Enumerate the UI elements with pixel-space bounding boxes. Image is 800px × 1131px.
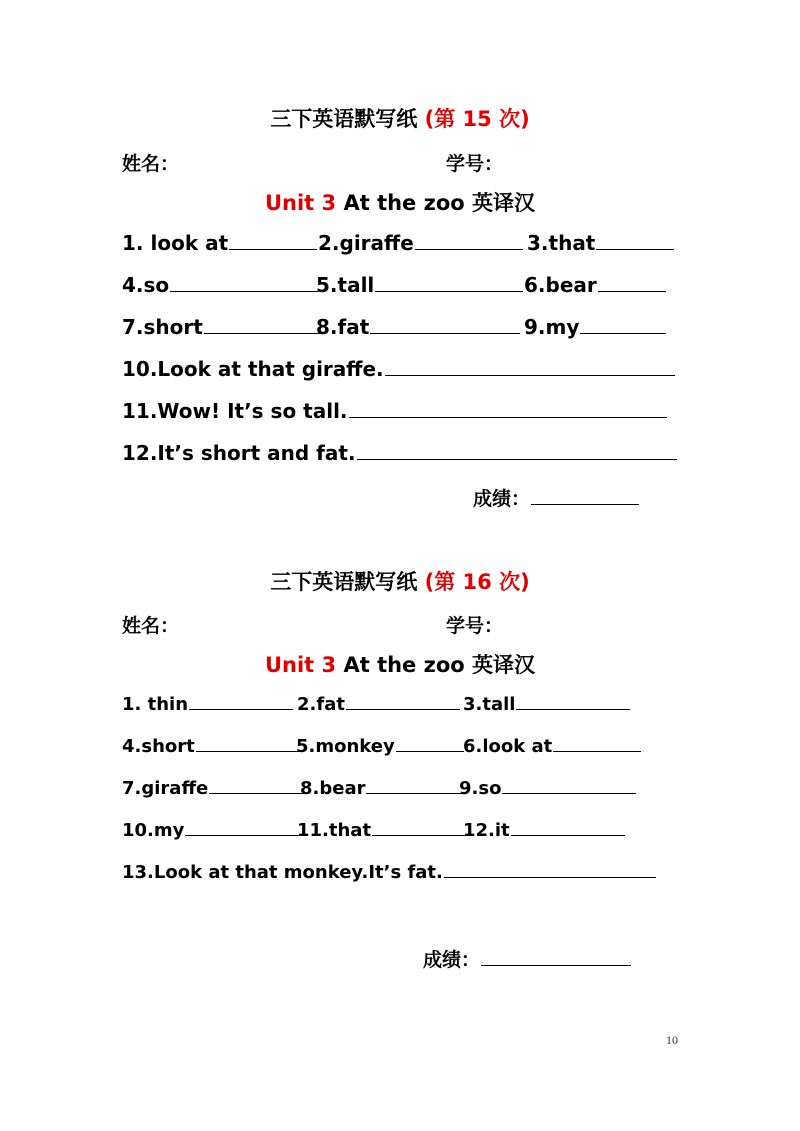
answer-blank[interactable] — [596, 248, 674, 250]
sheet2-item-2-text: 2.fat — [297, 694, 345, 715]
sheet2-item-6 — [463, 736, 641, 757]
sheet1-item-2 — [318, 231, 523, 255]
sheet2-item-4-text: 4.short — [122, 736, 195, 757]
sheet2-item-9-text: 9.so — [459, 778, 502, 799]
sheet1-id-label: 学号： — [446, 153, 504, 175]
sheet1-item-4 — [122, 273, 318, 297]
sheet2-item-13 — [122, 862, 656, 883]
sheet1-name-label: 姓名： — [122, 153, 180, 175]
answer-blank[interactable] — [553, 750, 641, 752]
sheet1-title — [0, 103, 800, 133]
sheet2-item-1 — [122, 694, 293, 715]
sheet1-item-5-text: 5.tall — [316, 273, 375, 297]
sheet1-item-12 — [122, 441, 677, 465]
sheet2-item-10-text: 10.my — [122, 820, 185, 841]
sheet2-item-3 — [463, 694, 630, 715]
sheet2-item-6-text: 6.look at — [463, 736, 553, 757]
sheet1-item-8-text: 8.fat — [316, 315, 370, 339]
answer-blank[interactable] — [370, 332, 520, 334]
sheet1-item-10-text: 10.Look at that giraffe. — [122, 357, 384, 381]
sheet1-item-9 — [524, 315, 666, 339]
sheet2-item-1-text: 1. thin — [122, 694, 189, 715]
answer-blank[interactable] — [346, 708, 460, 710]
sheet1-item-3-text: 3.that — [527, 231, 596, 255]
sheet1-item-11 — [122, 399, 667, 423]
answer-blank[interactable] — [357, 458, 677, 460]
answer-blank[interactable] — [580, 332, 666, 334]
sheet1-item-11-text: 11.Wow! It’s so tall. — [122, 399, 348, 423]
sheet1-item-5 — [316, 273, 523, 297]
sheet2-id-label: 学号： — [446, 615, 504, 637]
sheet1-item-7-text: 7.short — [122, 315, 203, 339]
sheet2-unit-heading — [0, 649, 800, 679]
answer-blank[interactable] — [372, 834, 468, 836]
sheet2-item-2 — [297, 694, 460, 715]
sheet1-item-1-text: 1. look at — [122, 231, 229, 255]
answer-blank[interactable] — [502, 792, 636, 794]
answer-blank[interactable] — [516, 708, 630, 710]
sheet2-title-main: 三下英语默写纸 — [270, 570, 418, 594]
sheet1-score-label: 成绩： — [473, 488, 531, 510]
sheet2-item-8 — [300, 778, 462, 799]
answer-blank[interactable] — [185, 834, 299, 836]
sheet2-item-7-text: 7.giraffe — [122, 778, 209, 799]
answer-blank[interactable] — [204, 332, 322, 334]
answer-blank[interactable] — [366, 792, 462, 794]
sheet2-item-9 — [459, 778, 636, 799]
sheet1-unit-heading — [0, 187, 800, 217]
sheet2-item-8-text: 8.bear — [300, 778, 366, 799]
sheet2-item-13-text: 13.Look at that monkey.It’s fat. — [122, 862, 443, 883]
sheet1-item-12-text: 12.It’s short and fat. — [122, 441, 356, 465]
sheet1-item-8 — [316, 315, 520, 339]
answer-blank[interactable] — [375, 290, 523, 292]
sheet2-title-count: (第 16 次) — [424, 570, 530, 594]
sheet2-unit-number: Unit 3 — [264, 653, 337, 677]
sheet1-item-1 — [122, 231, 317, 255]
sheet2-item-12-text: 12.it — [463, 820, 510, 841]
answer-blank[interactable] — [196, 750, 302, 752]
sheet2-item-5 — [296, 736, 464, 757]
sheet2-item-5-text: 5.monkey — [296, 736, 395, 757]
sheet1-item-3 — [527, 231, 674, 255]
sheet2-title — [0, 566, 800, 596]
sheet1-unit-title: At the zoo 英译汉 — [343, 191, 536, 215]
sheet1-item-10 — [122, 357, 675, 381]
sheet2-item-12 — [463, 820, 625, 841]
sheet1-item-6 — [524, 273, 666, 297]
answer-blank[interactable] — [349, 416, 667, 418]
sheet1-title-main: 三下英语默写纸 — [270, 107, 418, 131]
answer-blank[interactable] — [229, 248, 317, 250]
sheet2-item-11 — [297, 820, 468, 841]
sheet2-item-10 — [122, 820, 299, 841]
sheet1-title-count: (第 15 次) — [424, 107, 530, 131]
sheet1-item-6-text: 6.bear — [524, 273, 597, 297]
sheet1-unit-number: Unit 3 — [264, 191, 337, 215]
sheet1-score — [473, 484, 639, 511]
answer-blank[interactable] — [189, 708, 293, 710]
sheet2-item-3-text: 3.tall — [463, 694, 516, 715]
sheet2-score — [423, 945, 631, 972]
sheet1-item-2-text: 2.giraffe — [318, 231, 414, 255]
sheet2-score-label: 成绩： — [423, 949, 481, 971]
score-blank[interactable] — [531, 503, 639, 505]
answer-blank[interactable] — [598, 290, 666, 292]
answer-blank[interactable] — [415, 248, 523, 250]
sheet2-item-4 — [122, 736, 302, 757]
sheet2-unit-title: At the zoo 英译汉 — [343, 653, 536, 677]
sheet1-item-9-text: 9.my — [524, 315, 580, 339]
answer-blank[interactable] — [209, 792, 305, 794]
answer-blank[interactable] — [444, 876, 656, 878]
sheet1-item-7 — [122, 315, 322, 339]
sheet2-item-7 — [122, 778, 305, 799]
answer-blank[interactable] — [170, 290, 318, 292]
sheet2-item-11-text: 11.that — [297, 820, 372, 841]
sheet1-item-4-text: 4.so — [122, 273, 170, 297]
score-blank[interactable] — [481, 964, 631, 966]
answer-blank[interactable] — [385, 374, 675, 376]
sheet2-name-label: 姓名： — [122, 615, 180, 637]
answer-blank[interactable] — [511, 834, 625, 836]
page-number: 10 — [666, 1033, 678, 1047]
answer-blank[interactable] — [396, 750, 464, 752]
